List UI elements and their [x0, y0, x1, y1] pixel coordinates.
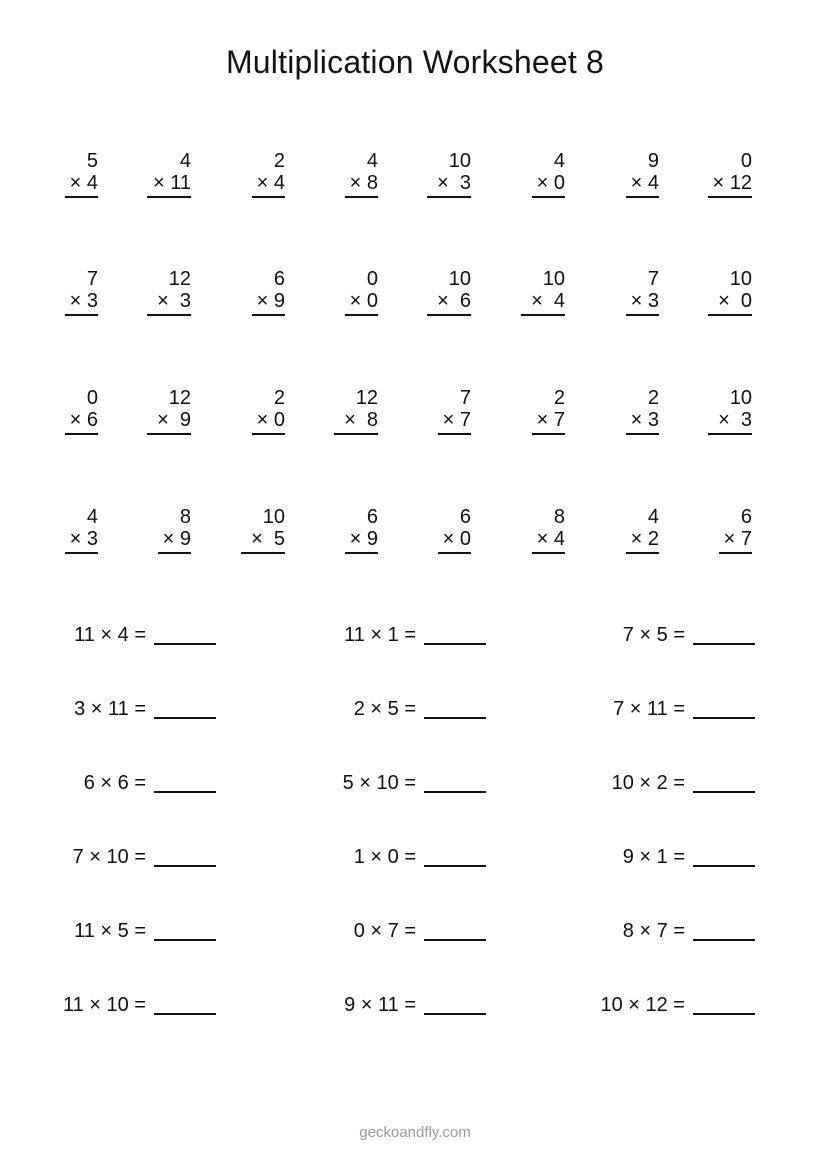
- multiplicand: 6: [740, 506, 752, 528]
- multiplicand: 0: [366, 268, 378, 290]
- horizontal-problem: [455, 993, 755, 1019]
- horizontal-problem: [455, 845, 755, 871]
- answer-line: [708, 314, 752, 316]
- answer-line: [252, 433, 285, 435]
- multiplicand: 2: [273, 387, 285, 409]
- problem-expression: 5 × 10 =: [342, 772, 416, 794]
- answer-blank[interactable]: [693, 717, 755, 719]
- multiplier: × 3: [69, 528, 98, 550]
- multiplier: × 0: [718, 290, 752, 312]
- multiplicand: 4: [647, 506, 659, 528]
- answer-line: [708, 433, 752, 435]
- answer-blank[interactable]: [693, 643, 755, 645]
- vertical-problem: [215, 387, 285, 431]
- vertical-problem: [215, 268, 285, 312]
- multiplicand: 0: [740, 150, 752, 172]
- vertical-problem: [401, 268, 471, 312]
- multiplier: × 7: [536, 409, 565, 431]
- multiplier: × 7: [442, 409, 471, 431]
- multiplier: × 9: [157, 409, 191, 431]
- multiplicand: 4: [179, 150, 191, 172]
- multiplicand: 9: [647, 150, 659, 172]
- answer-line: [626, 314, 659, 316]
- answer-line: [438, 552, 471, 554]
- answer-line: [626, 552, 659, 554]
- horizontal-problem: [186, 993, 486, 1019]
- multiplier: × 11: [153, 172, 191, 194]
- horizontal-problem: [0, 771, 216, 797]
- answer-line: [345, 552, 378, 554]
- vertical-problem: [28, 268, 98, 312]
- multiplicand: 6: [459, 506, 471, 528]
- multiplier: × 5: [251, 528, 285, 550]
- answer-line: [334, 433, 378, 435]
- problem-expression: 1 × 0 =: [353, 846, 416, 868]
- answer-line: [252, 314, 285, 316]
- multiplier: × 4: [536, 528, 565, 550]
- answer-line: [345, 196, 378, 198]
- vertical-problem: [28, 506, 98, 550]
- multiplicand: 4: [86, 506, 98, 528]
- multiplier: × 6: [69, 409, 98, 431]
- vertical-problem: [401, 150, 471, 194]
- horizontal-problem: [186, 623, 486, 649]
- answer-line: [532, 196, 565, 198]
- problem-expression: 7 × 5 =: [622, 624, 685, 646]
- answer-line: [65, 196, 98, 198]
- vertical-problem: [28, 150, 98, 194]
- vertical-problem: [308, 387, 378, 431]
- multiplicand: 12: [355, 387, 378, 409]
- multiplicand: 7: [459, 387, 471, 409]
- answer-line: [708, 196, 752, 198]
- answer-line: [345, 314, 378, 316]
- answer-blank[interactable]: [693, 1013, 755, 1015]
- vertical-problem: [495, 150, 565, 194]
- vertical-problem: [215, 150, 285, 194]
- answer-line: [158, 552, 191, 554]
- answer-line: [147, 314, 191, 316]
- multiplicand: 10: [448, 150, 471, 172]
- vertical-problem: [121, 506, 191, 550]
- vertical-problem: [495, 387, 565, 431]
- multiplicand: 2: [273, 150, 285, 172]
- vertical-problem: [121, 387, 191, 431]
- multiplicand: 4: [366, 150, 378, 172]
- multiplier: × 4: [531, 290, 565, 312]
- vertical-problem: [682, 150, 752, 194]
- problem-expression: 8 × 7 =: [622, 920, 685, 942]
- multiplier: × 4: [256, 172, 285, 194]
- horizontal-problem: [455, 697, 755, 723]
- answer-line: [438, 433, 471, 435]
- multiplicand: 0: [86, 387, 98, 409]
- multiplicand: 5: [86, 150, 98, 172]
- multiplier: × 0: [442, 528, 471, 550]
- vertical-problem: [589, 150, 659, 194]
- vertical-problem: [28, 387, 98, 431]
- horizontal-problem: [186, 919, 486, 945]
- problem-expression: 7 × 11 =: [613, 698, 685, 720]
- vertical-problem: [308, 268, 378, 312]
- horizontal-problem: [0, 845, 216, 871]
- answer-line: [147, 433, 191, 435]
- multiplicand: 7: [647, 268, 659, 290]
- answer-line: [65, 552, 98, 554]
- multiplicand: 10: [262, 506, 285, 528]
- answer-blank[interactable]: [693, 791, 755, 793]
- problem-expression: 0 × 7 =: [353, 920, 416, 942]
- vertical-problem: [308, 506, 378, 550]
- vertical-problem: [495, 506, 565, 550]
- multiplier: × 4: [630, 172, 659, 194]
- problem-expression: 6 × 6 =: [83, 772, 146, 794]
- multiplicand: 6: [273, 268, 285, 290]
- vertical-problem: [121, 150, 191, 194]
- problem-expression: 11 × 5 =: [74, 920, 146, 942]
- multiplier: × 0: [256, 409, 285, 431]
- multiplier: × 7: [723, 528, 752, 550]
- problem-expression: 10 × 12 =: [600, 994, 685, 1016]
- answer-line: [65, 314, 98, 316]
- multiplier: × 9: [349, 528, 378, 550]
- multiplier: × 4: [69, 172, 98, 194]
- multiplier: × 9: [256, 290, 285, 312]
- answer-blank[interactable]: [693, 939, 755, 941]
- multiplicand: 10: [448, 268, 471, 290]
- problem-expression: 9 × 1 =: [622, 846, 685, 868]
- multiplier: × 9: [162, 528, 191, 550]
- vertical-problem: [682, 268, 752, 312]
- answer-line: [252, 196, 285, 198]
- multiplicand: 10: [729, 268, 752, 290]
- multiplicand: 8: [179, 506, 191, 528]
- multiplier: × 8: [344, 409, 378, 431]
- multiplier: × 6: [437, 290, 471, 312]
- vertical-problem: [682, 387, 752, 431]
- horizontal-problem: [0, 993, 216, 1019]
- problem-expression: 7 × 10 =: [72, 846, 146, 868]
- answer-line: [626, 433, 659, 435]
- answer-line: [241, 552, 285, 554]
- multiplier: × 3: [630, 409, 659, 431]
- answer-line: [147, 196, 191, 198]
- answer-line: [521, 314, 565, 316]
- multiplier: × 3: [630, 290, 659, 312]
- multiplier: × 3: [69, 290, 98, 312]
- answer-line: [532, 433, 565, 435]
- answer-line: [65, 433, 98, 435]
- multiplicand: 7: [86, 268, 98, 290]
- multiplicand: 10: [542, 268, 565, 290]
- footer-source: geckoandfly.com: [359, 1124, 471, 1141]
- horizontal-problem: [455, 919, 755, 945]
- vertical-problem: [589, 268, 659, 312]
- problem-expression: 9 × 11 =: [344, 994, 416, 1016]
- multiplier: × 2: [630, 528, 659, 550]
- answer-line: [427, 196, 471, 198]
- answer-line: [626, 196, 659, 198]
- problem-expression: 11 × 1 =: [344, 624, 416, 646]
- problem-expression: 10 × 2 =: [611, 772, 685, 794]
- horizontal-problem: [455, 771, 755, 797]
- vertical-problem: [682, 506, 752, 550]
- multiplicand: 12: [168, 268, 191, 290]
- horizontal-problem: [0, 919, 216, 945]
- multiplicand: 4: [553, 150, 565, 172]
- horizontal-problem: [0, 697, 216, 723]
- vertical-problem: [401, 506, 471, 550]
- problem-expression: 3 × 11 =: [74, 698, 146, 720]
- problem-expression: 2 × 5 =: [353, 698, 416, 720]
- multiplier: × 0: [349, 290, 378, 312]
- answer-blank[interactable]: [693, 865, 755, 867]
- multiplicand: 2: [647, 387, 659, 409]
- answer-line: [427, 314, 471, 316]
- vertical-problem: [215, 506, 285, 550]
- problem-expression: 11 × 10 =: [62, 994, 146, 1016]
- multiplicand: 2: [553, 387, 565, 409]
- vertical-problem: [589, 506, 659, 550]
- horizontal-problem: [186, 771, 486, 797]
- vertical-problem: [495, 268, 565, 312]
- answer-line: [719, 552, 752, 554]
- vertical-problem: [401, 387, 471, 431]
- multiplier: × 0: [536, 172, 565, 194]
- vertical-problem: [121, 268, 191, 312]
- problem-expression: 11 × 4 =: [74, 624, 146, 646]
- horizontal-problem: [455, 623, 755, 649]
- worksheet-title: Multiplication Worksheet 8: [225, 44, 605, 80]
- horizontal-problem: [186, 845, 486, 871]
- multiplier: × 8: [349, 172, 378, 194]
- multiplicand: 8: [553, 506, 565, 528]
- horizontal-problem: [0, 623, 216, 649]
- vertical-problem: [308, 150, 378, 194]
- multiplier: × 3: [718, 409, 752, 431]
- vertical-problem: [589, 387, 659, 431]
- multiplicand: 12: [168, 387, 191, 409]
- multiplicand: 6: [366, 506, 378, 528]
- multiplier: × 3: [437, 172, 471, 194]
- multiplicand: 10: [729, 387, 752, 409]
- multiplier: × 12: [712, 172, 752, 194]
- multiplier: × 3: [157, 290, 191, 312]
- horizontal-problem: [186, 697, 486, 723]
- answer-line: [532, 552, 565, 554]
